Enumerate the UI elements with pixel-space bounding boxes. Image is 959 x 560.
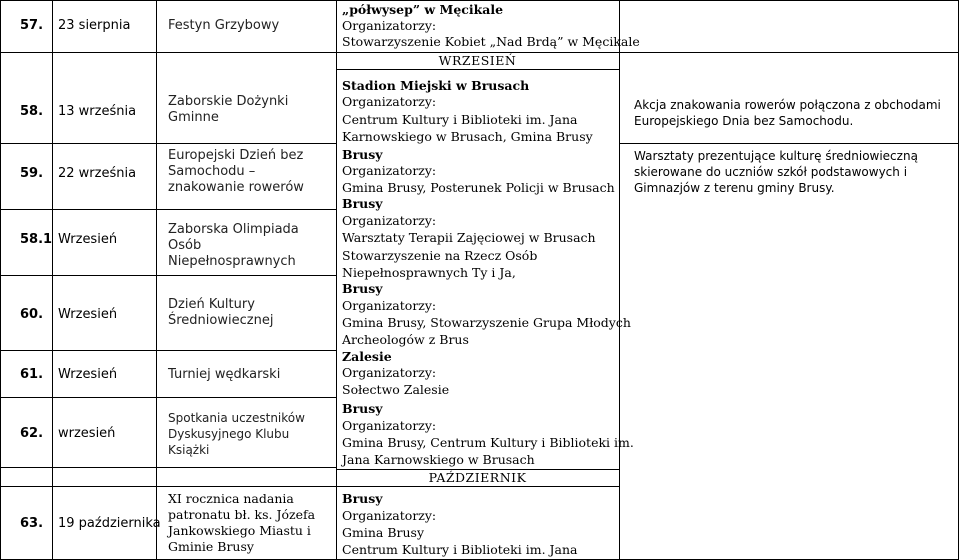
organizers-label: Organizatorzy:	[342, 213, 437, 228]
month-header-october: PAŹDZIERNIK	[428, 470, 527, 485]
organizers-text: Gmina Brusy, Stowarzyszenie Grupa Młodych	[342, 315, 631, 330]
organizers-label: Organizatorzy:	[342, 94, 437, 109]
row-number: 63.	[20, 516, 44, 531]
row-divider	[0, 397, 336, 398]
row-date: 13 września	[58, 104, 137, 119]
row-number: 58.1	[20, 232, 53, 247]
organizers-text: Archeologów z Brus	[342, 332, 469, 347]
row-date: 19 października	[58, 516, 161, 531]
place-name: Brusy	[342, 401, 383, 416]
row-number: 58.	[20, 104, 44, 119]
organizers-label: Organizatorzy:	[342, 365, 437, 380]
row-number: 61.	[20, 367, 44, 382]
organizers-text: Gmina Brusy	[342, 525, 425, 540]
row-divider	[0, 275, 336, 276]
row-title: Festyn Grzybowy	[168, 18, 280, 33]
row-title: Zaborska Olimpiada Osób Niepełnosprawnych	[168, 222, 299, 269]
row-divider	[0, 467, 336, 468]
organizers-text: Jana Karnowskiego w Brusach	[342, 452, 535, 467]
row-notes: Akcja znakowania rowerów połączona z obchodami Europejskiego Dnia bez Samochodu.	[634, 98, 941, 128]
organizers-text: Gmina Brusy, Posterunek Policji w Brusach	[342, 180, 615, 195]
place-name: Brusy	[342, 281, 383, 296]
row-number: 60.	[20, 307, 44, 322]
row-date: Wrzesień	[58, 367, 118, 382]
col-border	[156, 0, 157, 560]
organizers-text: Karnowskiego w Brusach, Gmina Brusy	[342, 129, 593, 144]
col-border	[0, 0, 1, 560]
row-divider	[0, 350, 336, 351]
place-name: „półwysep” w Męcikale	[342, 2, 504, 17]
place-name: Brusy	[342, 147, 383, 162]
organizers-label: Organizatorzy:	[342, 418, 437, 433]
place-name: Brusy	[342, 196, 383, 211]
organizers-text: Centrum Kultury i Biblioteki im. Jana	[342, 112, 578, 127]
col-border	[52, 0, 53, 560]
place-name: Stadion Miejski w Brusach	[342, 78, 530, 93]
organizers-text: Stowarzyszenie na Rzecz Osób	[342, 248, 538, 263]
row-notes: Warsztaty prezentujące kulturę średniowieczną skierowane do uczniów szkół podstawowych i Gimnazjów z terenu gminy Brusy.	[634, 149, 918, 195]
col-border	[619, 0, 620, 560]
row-divider	[0, 52, 336, 53]
row-title: Turniej wędkarski	[168, 367, 281, 382]
row-divider	[619, 52, 959, 53]
row-title: XI rocznica nadania patronatu bł. ks. Józefa Jankowskiego Miastu i Gminie Brusy	[168, 491, 316, 554]
table-border-top	[0, 0, 959, 1]
row-number: 59.	[20, 166, 44, 181]
organizers-text: Gmina Brusy, Centrum Kultury i Biblioteki im.	[342, 435, 634, 450]
row-date: wrzesień	[58, 426, 116, 441]
month-header-september: WRZESIEŃ	[438, 53, 517, 68]
organizers-label: Organizatorzy:	[342, 508, 437, 523]
organizers-text: Niepełnosprawnych Ty i Ja,	[342, 265, 516, 280]
row-divider	[619, 143, 959, 144]
organizers-text: Warsztaty Terapii Zajęciowej w Brusach	[342, 230, 596, 245]
row-title: Europejski Dzień bez Samochodu –znakowanie rowerów	[168, 148, 304, 195]
row-date: Wrzesień	[58, 307, 118, 322]
row-title: Zaborskie Dożynki Gminne	[168, 94, 289, 125]
organizers-text: Stowarzyszenie Kobiet „Nad Brdą” w Męcikale	[342, 34, 640, 49]
row-date: Wrzesień	[58, 232, 118, 247]
row-date: 22 września	[58, 166, 137, 181]
organizers-label: Organizatorzy:	[342, 163, 437, 178]
place-name: Zalesie	[342, 349, 392, 364]
organizers-text: Centrum Kultury i Biblioteki im. Jana	[342, 542, 578, 557]
organizers-label: Organizatorzy:	[342, 298, 437, 313]
place-name: Brusy	[342, 491, 383, 506]
row-divider	[0, 486, 336, 487]
row-number: 62.	[20, 426, 44, 441]
row-number: 57.	[20, 18, 44, 33]
row-title: Dzień Kultury Średniowiecznej	[168, 297, 274, 328]
row-divider	[0, 143, 336, 144]
row-title: Spotkania uczestników Dyskusyjnego Klubu Książki	[168, 411, 305, 457]
row-date: 23 sierpnia	[58, 18, 131, 33]
row-divider	[0, 209, 336, 210]
organizers-label: Organizatorzy:	[342, 18, 437, 33]
organizers-text: Sołectwo Zalesie	[342, 382, 450, 397]
